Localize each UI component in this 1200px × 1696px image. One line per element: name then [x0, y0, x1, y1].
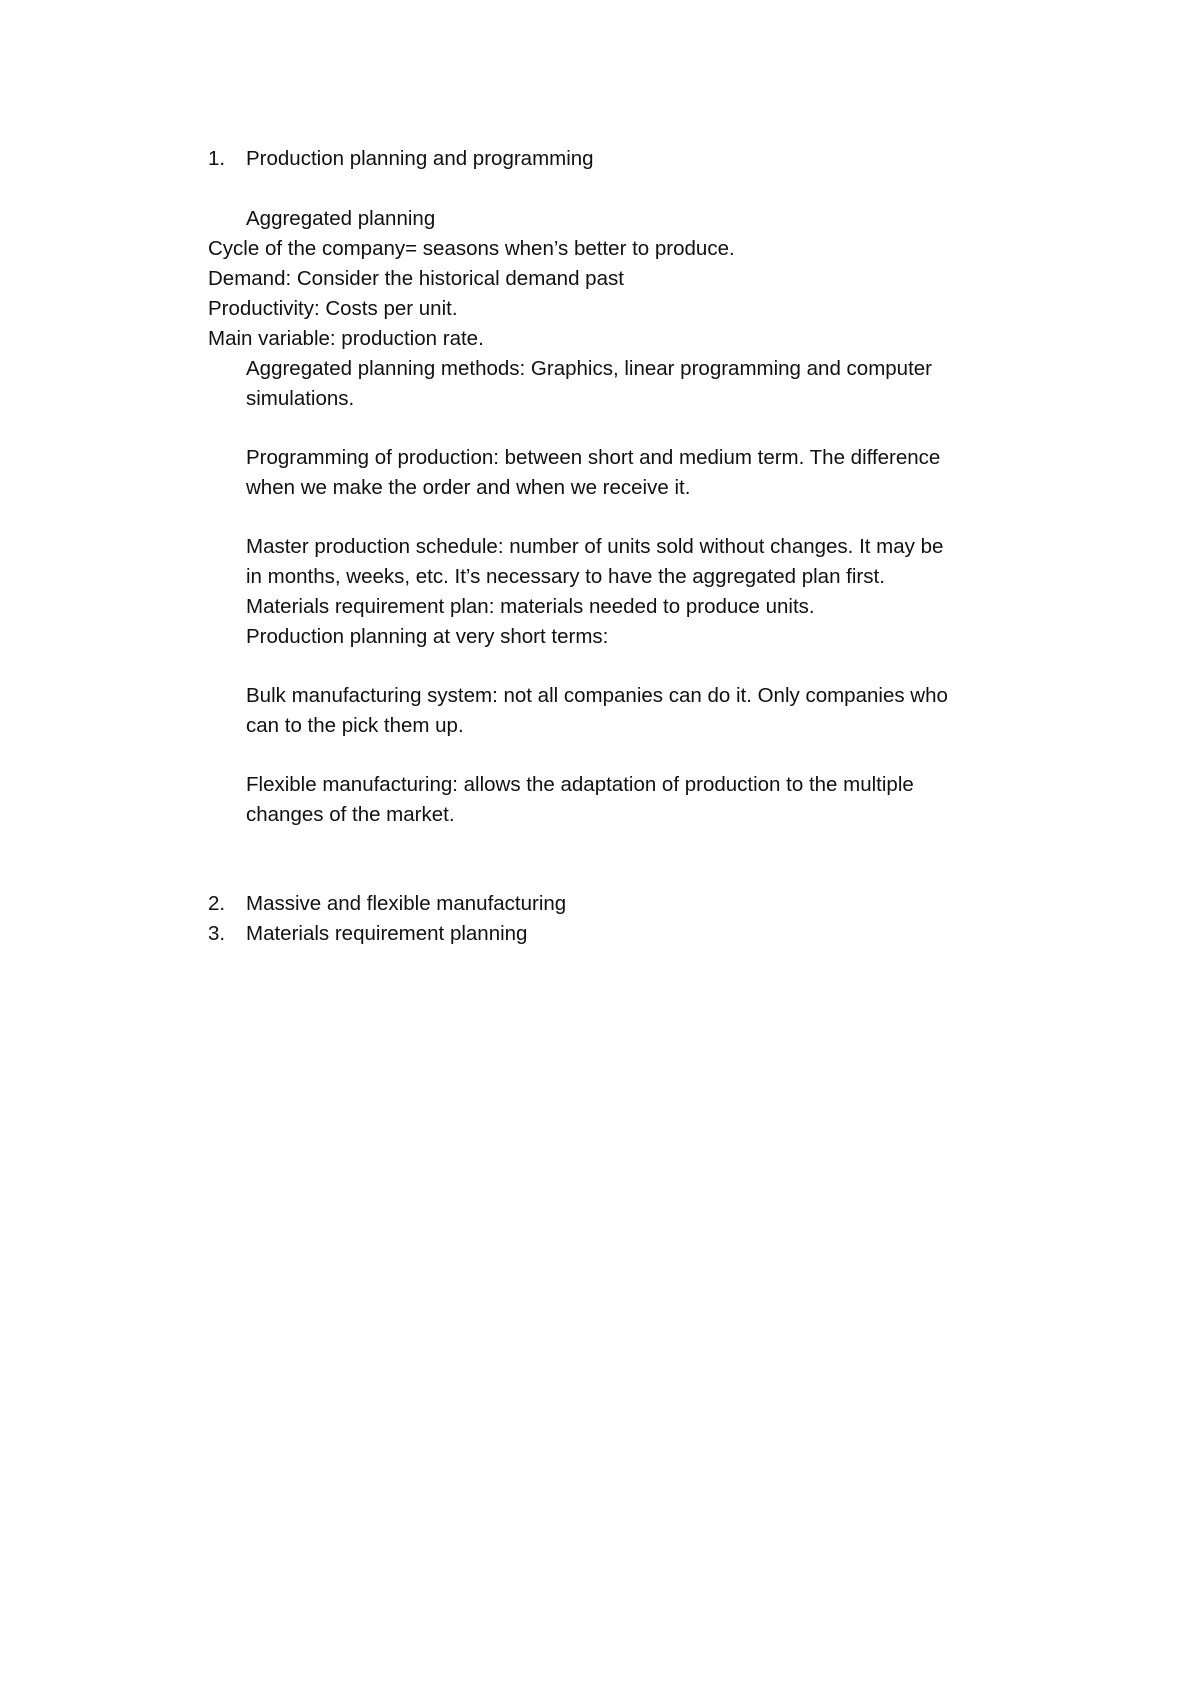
text-line: in months, weeks, etc. It’s necessary to have the aggregated plan first. — [246, 565, 885, 588]
text-line: Main variable: production rate. — [208, 327, 484, 350]
text-line: Programming of production: between short and medium term. The difference — [246, 446, 941, 469]
section-title: Production planning and programming — [246, 147, 594, 170]
text-line: Productivity: Costs per unit. — [208, 297, 458, 320]
text-line: Flexible manufacturing: allows the adaptation of production to the multiple — [246, 773, 914, 796]
list-number: 1. — [208, 147, 226, 170]
text-line: when we make the order and when we receive it. — [246, 476, 691, 499]
text-line: Aggregated planning methods: Graphics, linear programming and computer — [246, 357, 932, 380]
text-line: simulations. — [246, 387, 355, 410]
section-title: Materials requirement planning — [246, 922, 528, 945]
text-line: Demand: Consider the historical demand past — [208, 267, 624, 290]
text-line: Master production schedule: number of units sold without changes. It may be — [246, 535, 944, 558]
text-line: Materials requirement plan: materials needed to produce units. — [246, 595, 815, 618]
list-number: 2. — [208, 892, 226, 915]
text-line: Cycle of the company= seasons when’s better to produce. — [208, 237, 735, 260]
section-title: Massive and flexible manufacturing — [246, 892, 567, 915]
text-line: Bulk manufacturing system: not all companies can do it. Only companies who — [246, 684, 948, 707]
list-number: 3. — [208, 922, 226, 945]
text-line: Production planning at very short terms: — [246, 625, 609, 648]
text-line: can to the pick them up. — [246, 714, 464, 737]
subheading: Aggregated planning — [246, 207, 436, 230]
text-line: changes of the market. — [246, 803, 455, 826]
